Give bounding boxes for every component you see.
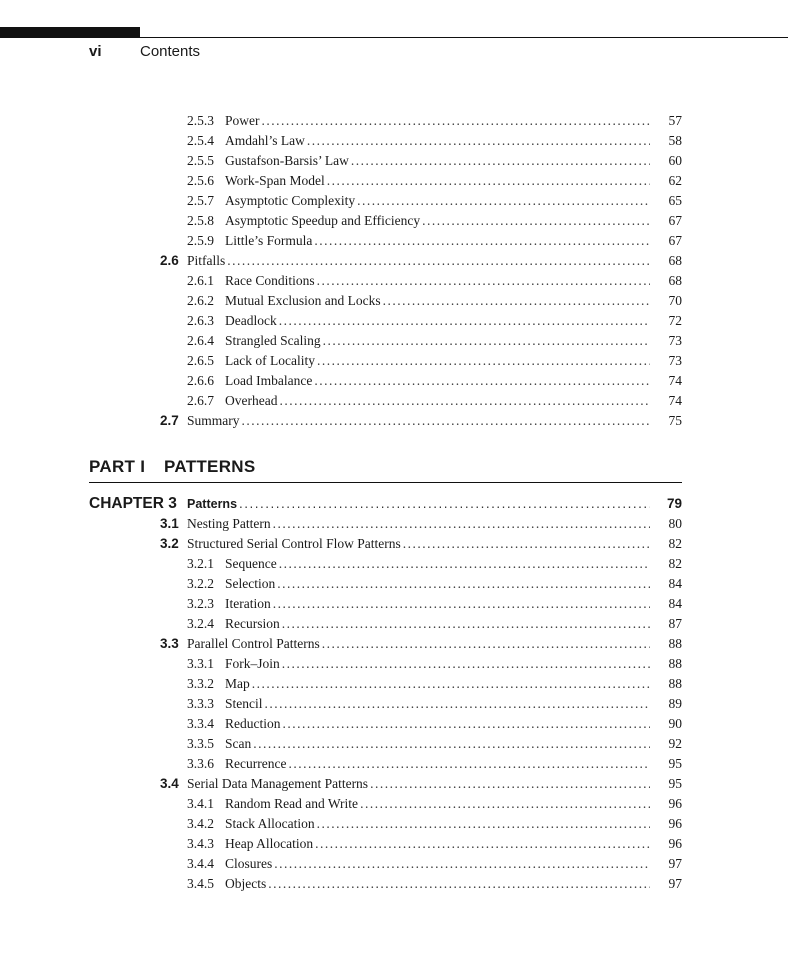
toc-entry-title-wrap bbox=[225, 231, 650, 251]
dot-leader bbox=[273, 514, 650, 534]
page-number: vi bbox=[89, 43, 102, 60]
dot-leader bbox=[323, 331, 650, 351]
toc-entry-title-wrap bbox=[225, 171, 650, 191]
toc-entry-number: 2.6.4 bbox=[187, 333, 214, 348]
toc-entry-number: 3.3.5 bbox=[187, 736, 214, 751]
toc-entry-title: Fork–Join bbox=[225, 656, 280, 671]
toc-entry[interactable] bbox=[0, 674, 788, 694]
toc-entry-title-wrap bbox=[225, 874, 650, 894]
dot-leader bbox=[317, 814, 650, 834]
toc-entry-title: Race Conditions bbox=[225, 273, 315, 288]
toc-entry-page: 84 bbox=[668, 576, 682, 591]
toc-entry-title-wrap bbox=[225, 111, 650, 131]
toc-entry-number: 2.5.4 bbox=[187, 133, 214, 148]
toc-entry-number: 2.6 bbox=[160, 253, 179, 268]
toc-entry-title: Mutual Exclusion and Locks bbox=[225, 293, 381, 308]
toc-entry-page: 95 bbox=[668, 776, 682, 791]
dot-leader bbox=[327, 171, 650, 191]
toc-entry-title: Stencil bbox=[225, 696, 263, 711]
toc-entry-title: Serial Data Management Patterns bbox=[187, 776, 369, 791]
toc-entry-title: Scan bbox=[225, 736, 252, 751]
toc-entry-number: 3.1 bbox=[160, 516, 179, 531]
toc-entry-title: Load Imbalance bbox=[225, 373, 313, 388]
toc-entry-title-wrap bbox=[225, 654, 650, 674]
toc-entry[interactable] bbox=[0, 391, 788, 411]
toc-entry-title-wrap bbox=[225, 391, 650, 411]
dot-leader bbox=[282, 654, 650, 674]
toc-entry[interactable] bbox=[0, 714, 788, 734]
toc-entry-title-wrap bbox=[225, 331, 650, 351]
part-rule bbox=[89, 482, 682, 483]
toc-entry-title: Gustafson-Barsis’ Law bbox=[225, 153, 349, 168]
toc-entry-title: Objects bbox=[225, 876, 267, 891]
toc-entry-title-wrap bbox=[225, 131, 650, 151]
toc-entry-title-wrap bbox=[187, 534, 650, 554]
dot-leader bbox=[262, 111, 651, 131]
toc-entry[interactable] bbox=[0, 191, 788, 211]
dot-leader bbox=[253, 734, 650, 754]
toc-entry-title: Sequence bbox=[225, 556, 277, 571]
toc-entry-title-wrap bbox=[225, 211, 650, 231]
toc-entry[interactable] bbox=[0, 291, 788, 311]
toc-entry-page: 67 bbox=[668, 213, 682, 228]
toc-entry-title-wrap bbox=[225, 351, 650, 371]
dot-leader bbox=[242, 411, 651, 431]
toc-entry-title-wrap bbox=[225, 291, 650, 311]
toc-entry-page: 58 bbox=[668, 133, 682, 148]
dot-leader bbox=[360, 794, 650, 814]
dot-leader bbox=[265, 694, 651, 714]
toc-entry[interactable] bbox=[0, 634, 788, 654]
toc-entry-number: 3.3.2 bbox=[187, 676, 214, 691]
toc-entry-title: Selection bbox=[225, 576, 276, 591]
toc-entry[interactable] bbox=[0, 574, 788, 594]
toc-entry[interactable] bbox=[0, 494, 788, 514]
toc-entry-page: 97 bbox=[668, 856, 682, 871]
toc-entry[interactable] bbox=[0, 514, 788, 534]
running-head: Contents bbox=[140, 43, 201, 60]
toc-entry-number: 3.4.3 bbox=[187, 836, 214, 851]
dot-leader bbox=[357, 191, 650, 211]
toc-entry-title-wrap bbox=[225, 714, 650, 734]
toc-entry-number: 2.6.1 bbox=[187, 273, 214, 288]
toc-entry-page: 92 bbox=[668, 736, 682, 751]
toc-entry-page: 68 bbox=[668, 273, 682, 288]
dot-leader bbox=[277, 574, 650, 594]
toc-entry-title: Deadlock bbox=[225, 313, 277, 328]
toc-entry-page: 80 bbox=[668, 516, 682, 531]
toc-entry-number: 3.4.1 bbox=[187, 796, 214, 811]
toc-entry-page: 74 bbox=[668, 373, 682, 388]
toc-entry-page: 75 bbox=[668, 413, 682, 428]
toc-entry-title: Summary bbox=[187, 413, 240, 428]
toc-entry-number: 3.2.1 bbox=[187, 556, 214, 571]
toc-entry-page: 82 bbox=[668, 536, 682, 551]
toc-entry-page: 84 bbox=[668, 596, 682, 611]
toc-entry-page: 67 bbox=[668, 233, 682, 248]
dot-leader bbox=[283, 714, 651, 734]
toc-entry-number: 3.4 bbox=[160, 776, 179, 791]
toc-entry-title: Closures bbox=[225, 856, 273, 871]
toc-entry-title-wrap bbox=[187, 634, 650, 654]
toc-entry[interactable] bbox=[0, 614, 788, 634]
toc-entry-title-wrap bbox=[225, 371, 650, 391]
toc-entry-title-wrap bbox=[187, 251, 650, 271]
toc-entry-number: 3.4.5 bbox=[187, 876, 214, 891]
toc-entry-page: 73 bbox=[668, 333, 682, 348]
toc-entry-title-wrap bbox=[225, 311, 650, 331]
toc-entry[interactable] bbox=[0, 774, 788, 794]
part-title: PATTERNS bbox=[164, 457, 256, 476]
toc-entry[interactable] bbox=[0, 331, 788, 351]
dot-leader bbox=[279, 311, 650, 331]
dot-leader bbox=[279, 554, 650, 574]
toc-entry-title-wrap bbox=[225, 674, 650, 694]
dot-leader bbox=[268, 874, 650, 894]
toc-entry-title-wrap bbox=[225, 754, 650, 774]
toc-entry-title-wrap bbox=[225, 594, 650, 614]
toc-entry-page: 88 bbox=[668, 636, 682, 651]
toc-entry-title: Stack Allocation bbox=[225, 816, 315, 831]
toc-entry-title-wrap bbox=[225, 734, 650, 754]
toc-entry-page: 88 bbox=[668, 676, 682, 691]
toc-entry-page: 79 bbox=[666, 496, 682, 511]
toc-entry-number: 3.2.2 bbox=[187, 576, 214, 591]
toc-entry-page: 73 bbox=[668, 353, 682, 368]
toc-entry-title: Asymptotic Speedup and Efficiency bbox=[225, 213, 421, 228]
dot-leader bbox=[227, 251, 650, 271]
toc-entry-title: Little’s Formula bbox=[225, 233, 313, 248]
toc-entry-title-wrap bbox=[187, 514, 650, 534]
toc-entry[interactable] bbox=[0, 854, 788, 874]
dot-leader bbox=[273, 594, 650, 614]
toc-entry-title-wrap bbox=[225, 574, 650, 594]
toc-entry-page: 90 bbox=[668, 716, 682, 731]
toc-entry[interactable] bbox=[0, 814, 788, 834]
toc-entry-number: 2.6.7 bbox=[187, 393, 214, 408]
toc-entry-title-wrap bbox=[225, 554, 650, 574]
toc-entry-number: 3.3.1 bbox=[187, 656, 214, 671]
toc-entry-title: Parallel Control Patterns bbox=[187, 636, 320, 651]
toc-entry-title: Nesting Pattern bbox=[187, 516, 271, 531]
toc-entry-page: 87 bbox=[668, 616, 682, 631]
toc-entry[interactable] bbox=[0, 734, 788, 754]
part-heading bbox=[89, 457, 256, 477]
toc-entry[interactable] bbox=[0, 131, 788, 151]
toc-entry-title-wrap bbox=[225, 694, 650, 714]
toc-entry-title-wrap bbox=[225, 834, 650, 854]
toc-entry[interactable] bbox=[0, 271, 788, 291]
dot-leader bbox=[307, 131, 650, 151]
toc-entry-page: 60 bbox=[668, 153, 682, 168]
toc-entry[interactable] bbox=[0, 754, 788, 774]
toc-entry[interactable] bbox=[0, 874, 788, 894]
toc-entry-title: Amdahl’s Law bbox=[225, 133, 305, 148]
toc-entry[interactable] bbox=[0, 111, 788, 131]
toc-entry-title: Reduction bbox=[225, 716, 281, 731]
toc-entry-page: 96 bbox=[668, 836, 682, 851]
toc-entry-title: Power bbox=[225, 113, 260, 128]
toc-entry-title: Pitfalls bbox=[187, 253, 226, 268]
dot-leader bbox=[351, 151, 650, 171]
toc-entry-title: Iteration bbox=[225, 596, 271, 611]
toc-entry[interactable] bbox=[0, 694, 788, 714]
toc-entry-number: 2.5.7 bbox=[187, 193, 214, 208]
toc-entry-number: 2.6.6 bbox=[187, 373, 214, 388]
toc-entry-title-wrap bbox=[225, 191, 650, 211]
part-label: PART I bbox=[89, 457, 146, 476]
dot-leader bbox=[317, 351, 650, 371]
toc-entry-number: 2.5.3 bbox=[187, 113, 214, 128]
toc-entry-title: Map bbox=[225, 676, 250, 691]
toc-entry-title: Random Read and Write bbox=[225, 796, 359, 811]
toc-entry[interactable] bbox=[0, 171, 788, 191]
toc-entry-number: 3.4.4 bbox=[187, 856, 214, 871]
toc-entry-title: Structured Serial Control Flow Patterns bbox=[187, 536, 401, 551]
toc-entry-title-wrap bbox=[187, 411, 650, 431]
dot-leader bbox=[317, 271, 650, 291]
dot-leader bbox=[315, 834, 650, 854]
dot-leader bbox=[279, 391, 650, 411]
toc-entry[interactable] bbox=[0, 251, 788, 271]
toc-entry-title-wrap bbox=[225, 794, 650, 814]
toc-entry-number: 3.3 bbox=[160, 636, 179, 651]
toc-entry-number: 2.6.5 bbox=[187, 353, 214, 368]
toc-entry-page: 57 bbox=[668, 113, 682, 128]
toc-entry-page: 95 bbox=[668, 756, 682, 771]
toc-entry-page: 82 bbox=[668, 556, 682, 571]
toc-entry-page: 88 bbox=[668, 656, 682, 671]
toc-entry[interactable] bbox=[0, 371, 788, 391]
dot-leader bbox=[288, 754, 650, 774]
dot-leader bbox=[314, 231, 650, 251]
header-rule bbox=[0, 37, 788, 38]
toc-entry-title-wrap bbox=[225, 614, 650, 634]
toc-entry-page: 72 bbox=[668, 313, 682, 328]
toc-entry-title: Recurrence bbox=[225, 756, 287, 771]
toc-entry-page: 74 bbox=[668, 393, 682, 408]
toc-entry-title: Patterns bbox=[187, 497, 238, 511]
toc-entry-number: 2.5.9 bbox=[187, 233, 214, 248]
dot-leader bbox=[252, 674, 650, 694]
toc-entry-page: 62 bbox=[668, 173, 682, 188]
toc-entry[interactable] bbox=[0, 211, 788, 231]
toc-entry-title-wrap bbox=[225, 854, 650, 874]
toc-entry-page: 68 bbox=[668, 253, 682, 268]
dot-leader bbox=[370, 774, 650, 794]
toc-entry[interactable] bbox=[0, 554, 788, 574]
toc-entry[interactable] bbox=[0, 834, 788, 854]
dot-leader bbox=[314, 371, 650, 391]
toc-entry-number: 3.3.4 bbox=[187, 716, 214, 731]
toc-entry[interactable] bbox=[0, 534, 788, 554]
dot-leader bbox=[403, 534, 650, 554]
toc-entry[interactable] bbox=[0, 794, 788, 814]
toc-entry-number: 2.6.2 bbox=[187, 293, 214, 308]
dot-leader bbox=[383, 291, 650, 311]
toc-entry-title: Work-Span Model bbox=[225, 173, 325, 188]
toc-entry-number: 3.2 bbox=[160, 536, 179, 551]
dot-leader bbox=[322, 634, 650, 654]
toc-entry[interactable] bbox=[0, 594, 788, 614]
toc-entry-page: 89 bbox=[668, 696, 682, 711]
toc-entry-number: CHAPTER 3 bbox=[89, 495, 177, 512]
toc-entry[interactable] bbox=[0, 231, 788, 251]
toc-entry-title: Overhead bbox=[225, 393, 278, 408]
toc-entry[interactable] bbox=[0, 351, 788, 371]
toc-entry-number: 2.5.5 bbox=[187, 153, 214, 168]
toc-entry-number: 2.7 bbox=[160, 413, 179, 428]
toc-entry-number: 2.5.6 bbox=[187, 173, 214, 188]
toc-entry-title-wrap bbox=[187, 774, 650, 794]
toc-entry-title-wrap bbox=[225, 271, 650, 291]
toc-entry-number: 3.3.3 bbox=[187, 696, 214, 711]
toc-entry-page: 96 bbox=[668, 796, 682, 811]
toc-entry-page: 96 bbox=[668, 816, 682, 831]
dot-leader bbox=[422, 211, 650, 231]
toc-entry-number: 3.2.3 bbox=[187, 596, 214, 611]
toc-entry-number: 3.4.2 bbox=[187, 816, 214, 831]
toc-entry-title: Heap Allocation bbox=[225, 836, 314, 851]
toc-entry-page: 97 bbox=[668, 876, 682, 891]
toc-entry-number: 3.2.4 bbox=[187, 616, 214, 631]
toc-entry-title: Recursion bbox=[225, 616, 280, 631]
dot-leader bbox=[239, 494, 650, 514]
toc-entry-title-wrap bbox=[187, 494, 650, 514]
toc-entry-number: 2.6.3 bbox=[187, 313, 214, 328]
toc-entry-title: Lack of Locality bbox=[225, 353, 315, 368]
toc-entry[interactable] bbox=[0, 411, 788, 431]
toc-entry-page: 70 bbox=[668, 293, 682, 308]
toc-entry[interactable] bbox=[0, 151, 788, 171]
toc-entry-number: 2.5.8 bbox=[187, 213, 214, 228]
toc-entry-page: 65 bbox=[668, 193, 682, 208]
toc-entry-title-wrap bbox=[225, 151, 650, 171]
toc-entry-title: Strangled Scaling bbox=[225, 333, 321, 348]
toc-entry-title: Asymptotic Complexity bbox=[225, 193, 356, 208]
dot-leader bbox=[282, 614, 650, 634]
toc-entry[interactable] bbox=[0, 654, 788, 674]
toc-entry-number: 3.3.6 bbox=[187, 756, 214, 771]
dot-leader bbox=[274, 854, 650, 874]
toc-entry[interactable] bbox=[0, 311, 788, 331]
toc-entry-title-wrap bbox=[225, 814, 650, 834]
